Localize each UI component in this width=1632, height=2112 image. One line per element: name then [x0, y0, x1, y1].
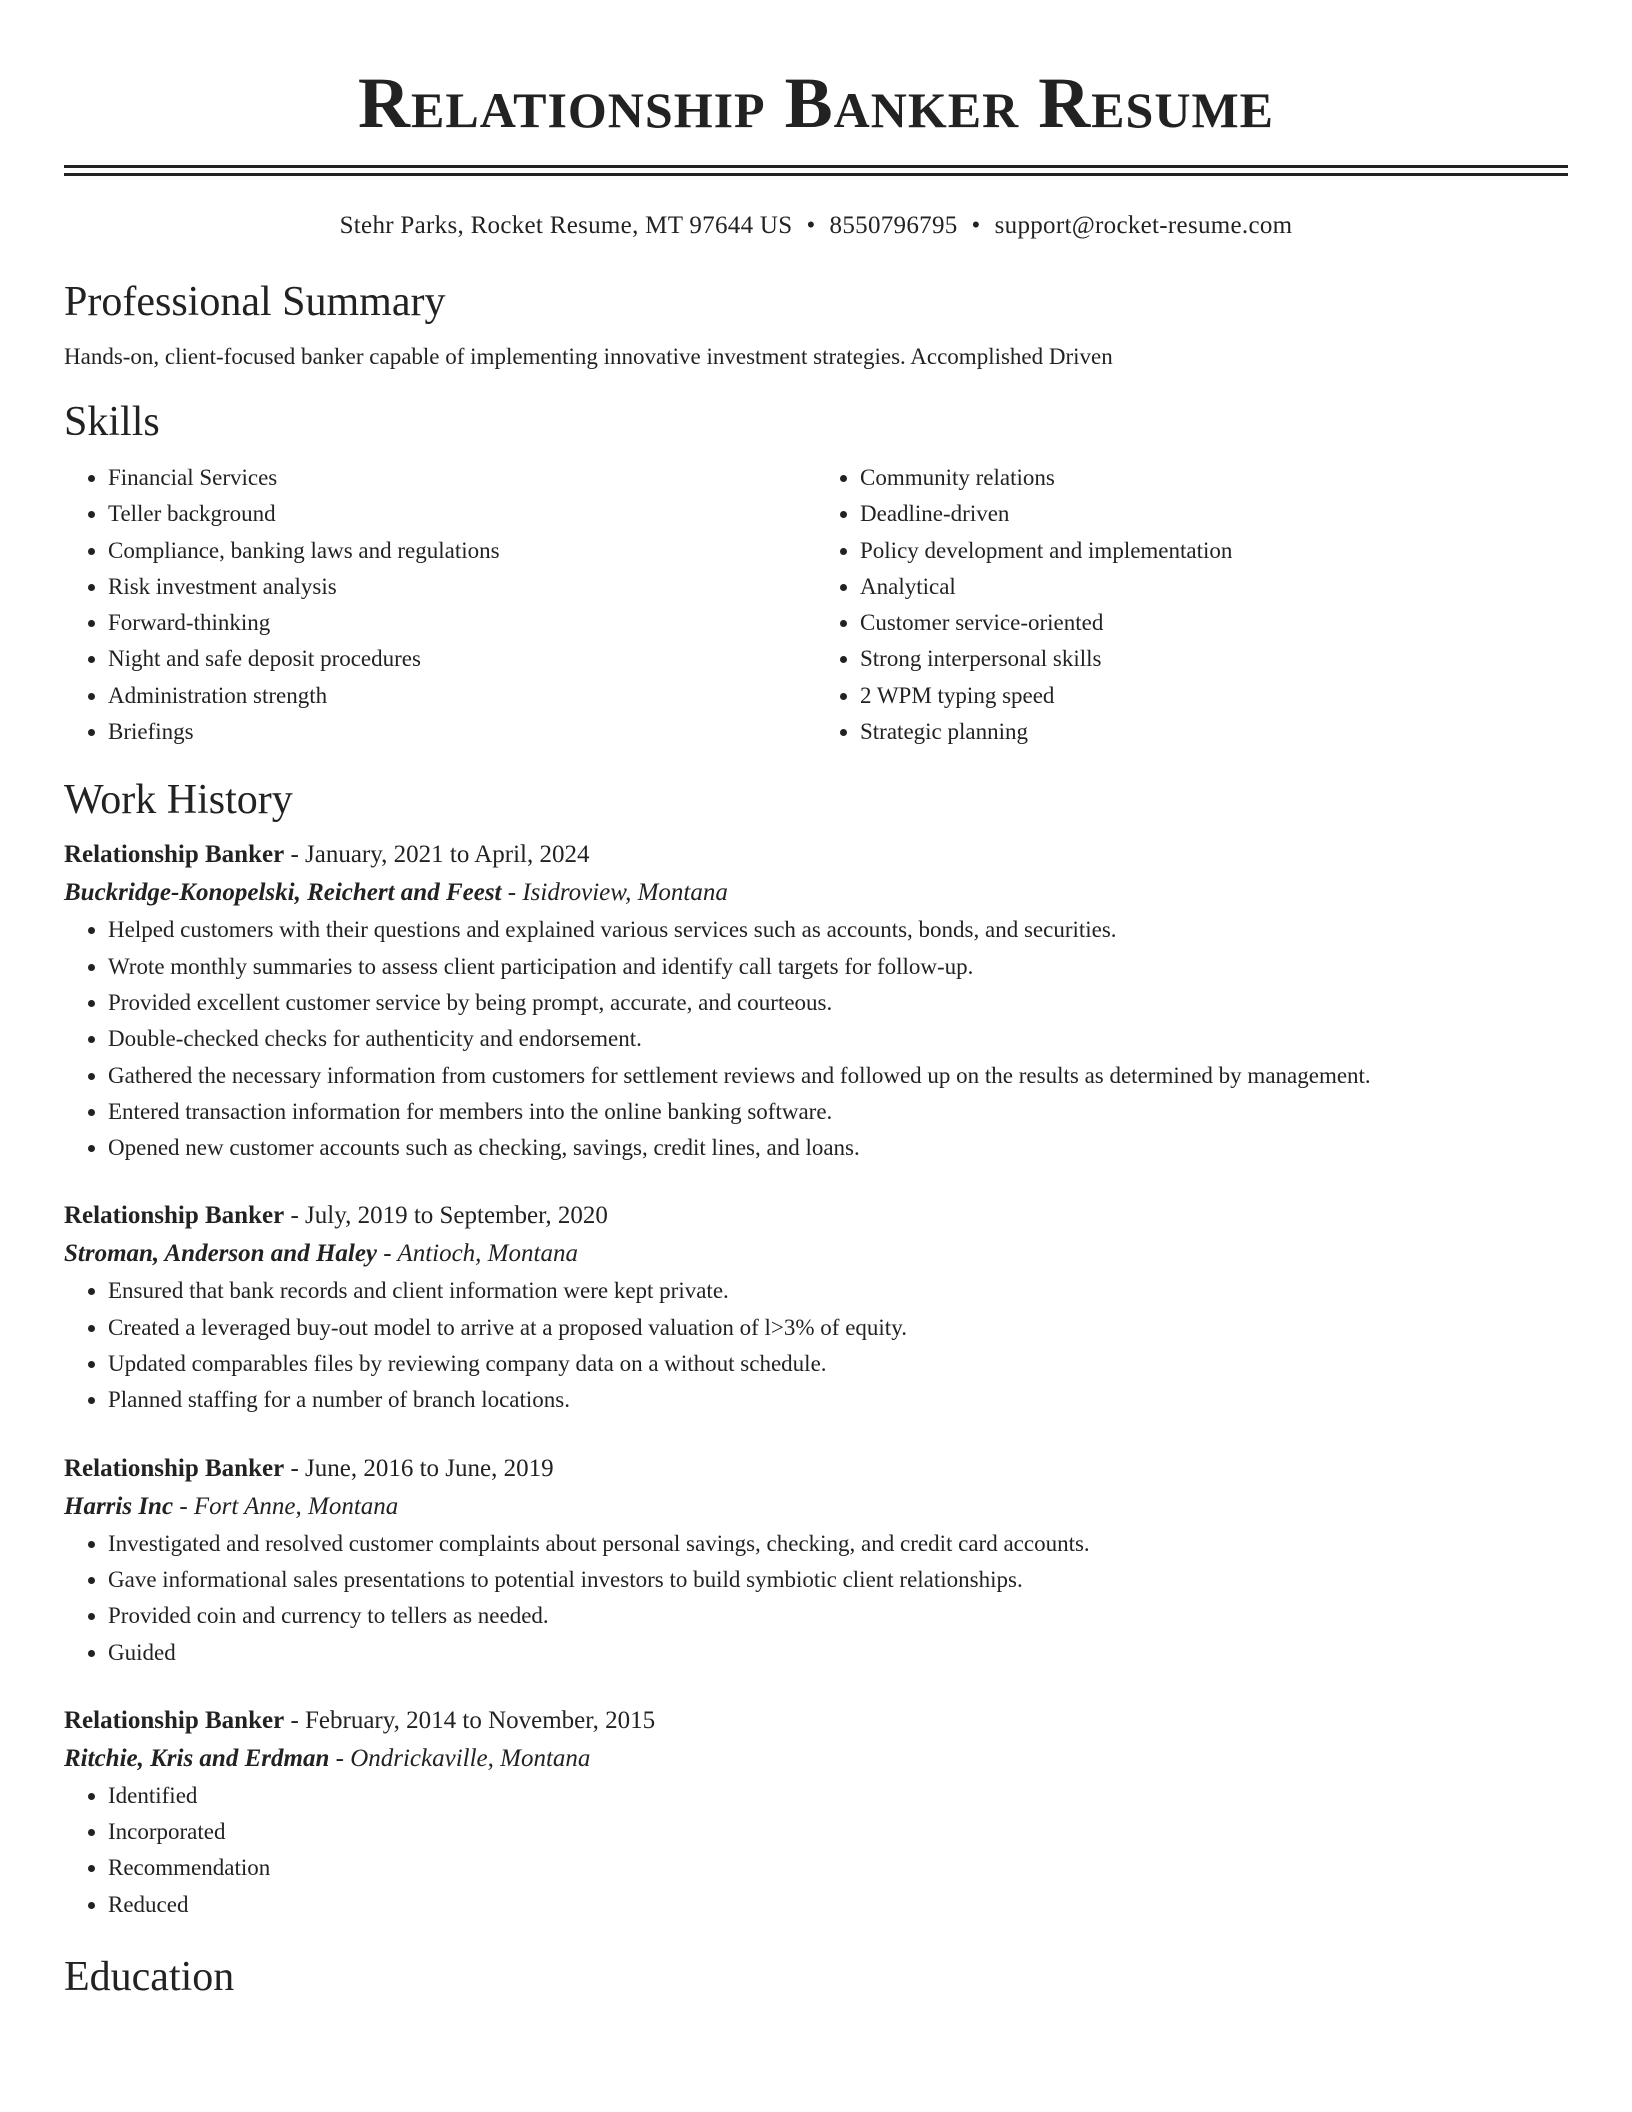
job-dash: - [290, 1202, 299, 1230]
job-bullet: • Gathered the necessary information from customers for settlement reviews and followed up on the results as determined by management. [108, 1058, 1568, 1094]
education-section [64, 1951, 1568, 2003]
job-company-line [64, 1235, 1568, 1273]
skill-item: • Deadline-driven [860, 496, 1568, 532]
contact-email: support@rocket-resume.com [994, 212, 1293, 239]
job-bullet: • Recommendation [108, 1850, 1568, 1886]
job-role: Relationship Banker [64, 1706, 285, 1734]
section-heading-summary: Professional Summary [64, 279, 446, 325]
job-company: Ritchie, Kris and Erdman [64, 1744, 330, 1772]
job-bullets [64, 1778, 1568, 1923]
job-bullet: • Ensured that bank records and client information were kept private. [108, 1273, 1568, 1309]
skill-item: • Night and safe deposit procedures [108, 641, 816, 677]
rule-bottom [64, 173, 1568, 176]
job-title-line [64, 1197, 1568, 1235]
page-title: Relationship Banker Resume [358, 63, 1274, 143]
job-bullet: • Entered transaction information for members into the online banking software. [108, 1094, 1568, 1130]
job-company-line [64, 1488, 1568, 1526]
job-bullet: • Gave informational sales presentations to potential investors to build symbiotic client relationships. [108, 1562, 1568, 1598]
section-heading-skills: Skills [64, 399, 160, 445]
skill-item: • 2 WPM typing speed [860, 678, 1568, 714]
skill-item: • Forward-thinking [108, 605, 816, 641]
job-entry [64, 1197, 1568, 1418]
skill-item: • Administration strength [108, 678, 816, 714]
contact-separator: • [971, 212, 981, 239]
job-title-line [64, 1702, 1568, 1740]
job-bullet: • Created a leveraged buy-out model to arrive at a proposed valuation of l>3% of equity. [108, 1310, 1568, 1346]
job-bullet: • Provided excellent customer service by being prompt, accurate, and courteous. [108, 985, 1568, 1021]
skills-section [64, 396, 1568, 750]
skills-list-left [64, 460, 816, 750]
job-bullet: • Double-checked checks for authenticity and endorsement. [108, 1021, 1568, 1057]
job-dates: June, 2016 to June, 2019 [305, 1454, 554, 1482]
job-title-line [64, 836, 1568, 874]
job-role: Relationship Banker [64, 1202, 285, 1230]
job-dash: - [335, 1744, 344, 1772]
job-dash: - [383, 1240, 392, 1268]
title-double-rule [64, 165, 1568, 176]
summary-section [64, 276, 1568, 372]
job-bullet: • Incorporated [108, 1814, 1568, 1850]
resume-page [64, 0, 1568, 2003]
job-entry [64, 1450, 1568, 1671]
job-dash: - [179, 1492, 188, 1520]
job-dash: - [507, 879, 517, 907]
skill-item: • Compliance, banking laws and regulations [108, 533, 816, 569]
job-company: Harris Inc [64, 1492, 174, 1520]
job-role: Relationship Banker [64, 841, 285, 869]
job-bullets [64, 912, 1568, 1166]
work-history-section [64, 774, 1568, 1923]
job-dates: January, 2021 to April, 2024 [305, 841, 590, 869]
job-entry [64, 1702, 1568, 1923]
job-location: Antioch, Montana [397, 1240, 578, 1268]
job-bullet: • Provided coin and currency to tellers as needed. [108, 1598, 1568, 1634]
job-bullet: • Helped customers with their questions and explained various services such as accounts, bonds, and securities. [108, 912, 1568, 948]
job-location: Isidroview, Montana [522, 879, 728, 907]
job-bullet: • Updated comparables files by reviewing company data on a without schedule. [108, 1346, 1568, 1382]
job-location: Ondrickaville, Montana [350, 1744, 591, 1772]
job-location: Fort Anne, Montana [193, 1492, 399, 1520]
job-bullet: • Identified [108, 1778, 1568, 1814]
skill-item: • Financial Services [108, 460, 816, 496]
job-dash: - [290, 1454, 299, 1482]
job-bullet: • Wrote monthly summaries to assess client participation and identify call targets for follow-up. [108, 949, 1568, 985]
skill-item: • Analytical [860, 569, 1568, 605]
job-bullet: • Planned staffing for a number of branch locations. [108, 1382, 1568, 1418]
section-heading-work-history: Work History [64, 777, 293, 824]
skill-item: • Customer service-oriented [860, 605, 1568, 641]
skill-item: • Community relations [860, 460, 1568, 496]
job-entry [64, 836, 1568, 1166]
job-bullet: • Guided [108, 1635, 1568, 1671]
section-heading-education: Education [64, 1954, 235, 2001]
contact-line [64, 210, 1568, 242]
skill-item: • Strong interpersonal skills [860, 641, 1568, 677]
contact-separator: • [806, 212, 816, 239]
job-role: Relationship Banker [64, 1454, 285, 1482]
skill-item: • Risk investment analysis [108, 569, 816, 605]
job-bullets [64, 1526, 1568, 1671]
skill-item: • Strategic planning [860, 714, 1568, 750]
job-company-line [64, 1740, 1568, 1778]
summary-text: Hands-on, client-focused banker capable of implementing innovative investment strategies. Accomplished Driven [64, 344, 1113, 369]
contact-address: Stehr Parks, Rocket Resume, MT 97644 US [339, 212, 793, 239]
skill-item: • Policy development and implementation [860, 533, 1568, 569]
skills-columns [64, 460, 1568, 750]
job-bullets [64, 1273, 1568, 1418]
contact-phone: 8550796795 [829, 212, 958, 239]
job-bullet: • Investigated and resolved customer complaints about personal savings, checking, and credit card accounts. [108, 1526, 1568, 1562]
job-company: Buckridge-Konopelski, Reichert and Feest [64, 879, 502, 907]
job-company: Stroman, Anderson and Haley [64, 1240, 378, 1268]
job-dash: - [290, 841, 299, 869]
job-dates: February, 2014 to November, 2015 [305, 1706, 656, 1734]
job-dash: - [290, 1706, 299, 1734]
job-bullet: • Opened new customer accounts such as checking, savings, credit lines, and loans. [108, 1130, 1568, 1166]
job-company-line [64, 874, 1568, 912]
skill-item: • Briefings [108, 714, 816, 750]
skills-list-right [816, 460, 1568, 750]
skill-item: • Teller background [108, 496, 816, 532]
job-dates: July, 2019 to September, 2020 [305, 1202, 608, 1230]
job-title-line [64, 1450, 1568, 1488]
job-bullet: • Reduced [108, 1887, 1568, 1923]
